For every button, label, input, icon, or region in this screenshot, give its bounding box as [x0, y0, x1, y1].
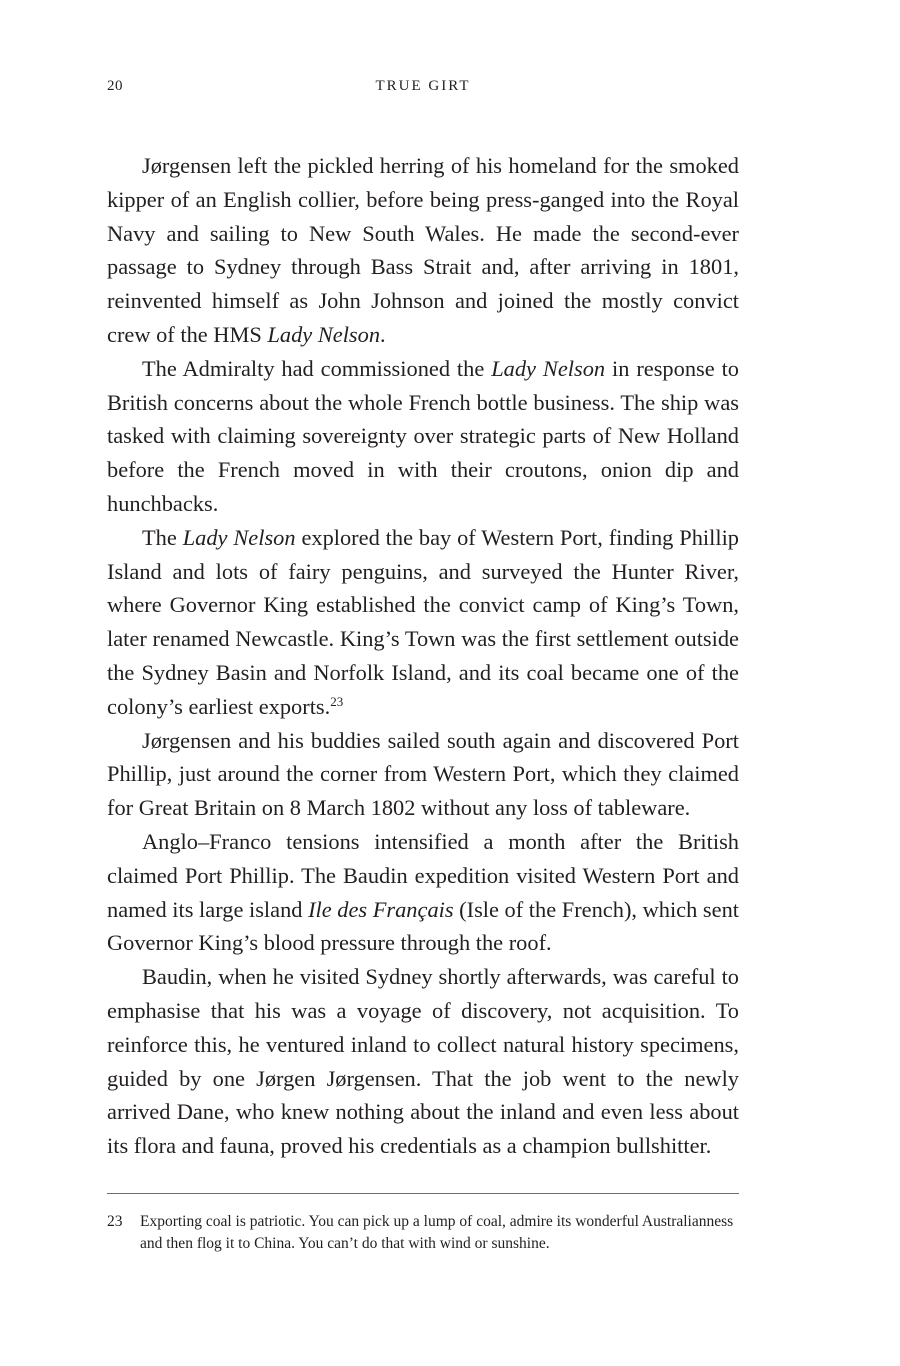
paragraph-6 [107, 960, 739, 1163]
running-title: TRUE GIRT [375, 78, 471, 94]
footnote-text: Exporting coal is patriotic. You can pick up a lump of coal, admire its wonderful Australianness and then flog it to China. You can’t do that with wind or sunshine. [140, 1213, 734, 1252]
paragraph-text: in response to British concerns about the whole French bottle business. The ship was tasked with claiming sovereignty over strategic parts of New Holland before the French moved in with their croutons, onion dip and hunchbacks. [107, 355, 739, 516]
paragraph-4 [107, 724, 739, 825]
paragraph-5 [107, 825, 739, 960]
body-text [107, 149, 739, 1163]
italic-place-name: Ile des Français [308, 896, 454, 922]
paragraph-text: Jørgensen and his buddies sailed south again and discovered Port Phillip, just around the corner from Western Port, which they claimed for Great Britain on 8 March 1802 without any loss of tableware. [107, 727, 739, 821]
footnote-number: 23 [107, 1213, 123, 1230]
italic-ship-name: Lady Nelson [491, 355, 606, 381]
paragraph-3 [107, 521, 739, 724]
italic-ship-name: Lady Nelson [182, 524, 296, 550]
italic-ship-name: Lady Nelson [267, 321, 381, 347]
footnote [107, 1211, 739, 1255]
paragraph-text: explored the bay of Western Port, finding Phillip Island and lots of fairy penguins, and surveyed the Hunter River, where Governor King established the convict camp of King’s Town, later renamed Newcastle. King’s Town was the first settlement outside the Sydney Basin and Norfolk Island, and its coal became one of the colony’s earliest exports. [107, 524, 739, 719]
paragraph-1 [107, 149, 739, 352]
paragraph-text: (Isle of the French), which sent Governor King’s blood pressure through the roof. [107, 896, 739, 956]
paragraph-text: The Admiralty had commissioned the [142, 355, 492, 381]
paragraph-text: Jørgensen left the pickled herring of his homeland for the smoked kipper of an English collier, before being press-ganged into the Royal Navy and sailing to New South Wales. He made the second-ever passage to Sydney through Bass Strait and, after arriving in 1801, reinvented himself as John Johnson and joined the mostly convict crew of the HMS [107, 153, 739, 347]
paragraph-text: . [380, 321, 386, 347]
paragraph-text: The [142, 524, 183, 550]
page-number: 20 [107, 78, 123, 94]
footnote-reference[interactable]: 23 [330, 693, 344, 709]
paragraph-text: Anglo–Franco tensions intensified a month after the British claimed Port Phillip. The Baudin expedition visited Western Port and named its large island [107, 828, 739, 922]
paragraph-2 [107, 352, 739, 521]
footnote-divider [107, 1193, 739, 1194]
paragraph-text: Baudin, when he visited Sydney shortly afterwards, was careful to emphasise that his was a voyage of discovery, not acquisition. To reinforce this, he ventured inland to collect natural history specimens, guided by one Jørgen Jørgensen. That the job went to the newly arrived Dane, who knew nothing about the inland and even less about its flora and fauna, proved his credentials as a champion bullshitter. [107, 964, 739, 1159]
running-head [107, 78, 739, 102]
